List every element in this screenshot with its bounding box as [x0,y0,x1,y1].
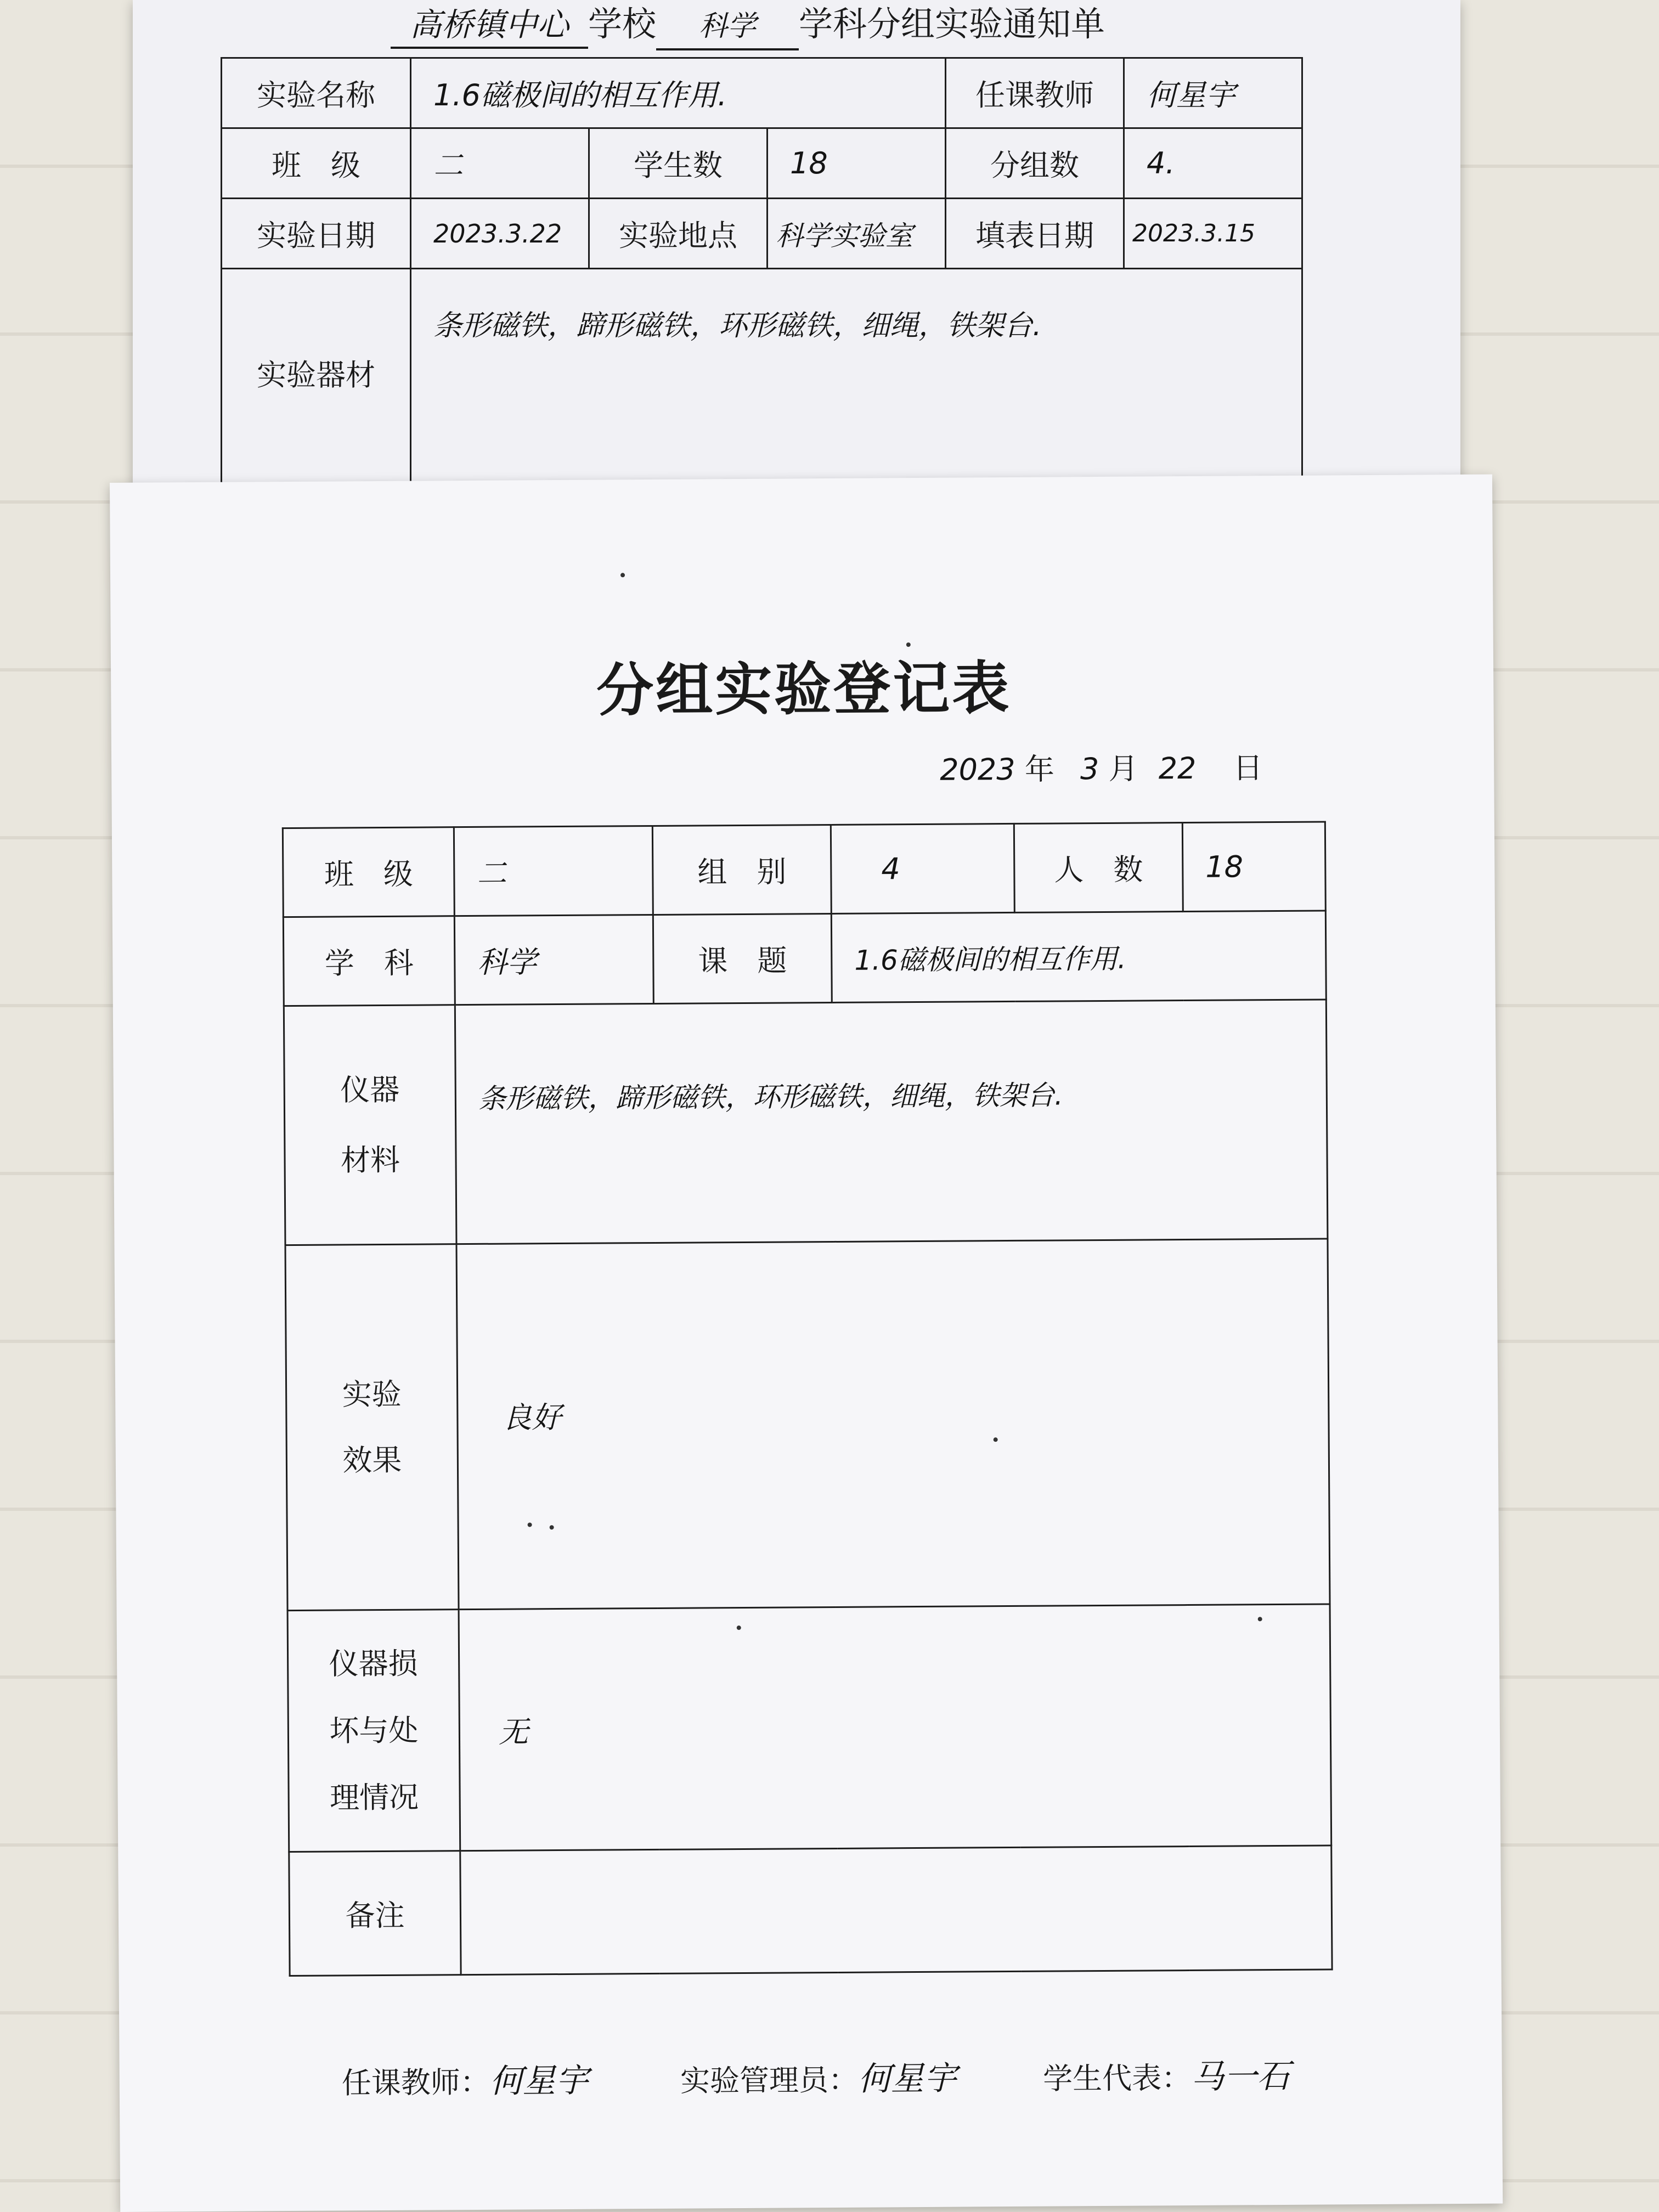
reg-effect-label [285,1244,459,1611]
speckle [620,573,625,577]
reg-remarks-label: 备注 [289,1851,461,1976]
reg-people-value: 18 [1182,822,1325,912]
reg-equipment-value: 条形磁铁，蹄形磁铁，环形磁铁，细绳，铁架台. [455,1000,1328,1244]
subject-handwritten: 科学 [656,4,799,50]
reg-subject-value: 科学 [454,915,653,1005]
speckle [528,1522,532,1527]
experiment-name-value: 1.6磁极间的相互作用. [411,58,946,128]
register-date [940,744,1263,789]
speckle [1258,1617,1262,1621]
reg-remarks-value [460,1846,1332,1975]
reg-equipment-label-line1: 仪器 [340,1072,400,1107]
teacher-value: 何星宇 [1124,58,1302,128]
students-value: 18 [768,128,946,199]
reg-damage-label-line3: 理情况 [329,1780,419,1815]
notice-sheet [133,0,1460,494]
reg-effect-label-line2: 效果 [342,1442,402,1477]
reg-damage-label-line1: 仪器损 [329,1646,418,1681]
date-label: 实验日期 [222,199,411,269]
sig-student-label: 学生代表： [1042,2061,1192,2096]
reg-damage-label-line2: 坏与处 [329,1713,419,1748]
date-value: 2023.3.22 [411,199,589,269]
experiment-name-label: 实验名称 [222,58,411,128]
date-month: 3 [1080,751,1099,787]
reg-topic-label: 课 题 [653,913,832,1003]
reg-damage-value: 无 [459,1604,1331,1851]
class-value: 二 [411,128,589,199]
equipment-label: 实验器材 [222,269,411,499]
reg-class-value: 二 [454,826,653,916]
school-name-handwritten: 高桥镇中心 [391,3,588,49]
register-sheet [110,475,1503,2212]
date-day-unit: 日 [1233,751,1263,786]
class-label: 班 级 [222,128,411,199]
groups-value: 4. [1124,128,1302,199]
reg-group-value: 4 [831,823,1014,913]
date-month-unit: 月 [1108,751,1138,786]
speckle [737,1626,741,1630]
sig-student-value: 马一石 [1190,2057,1290,2097]
place-label: 实验地点 [589,199,768,269]
register-table [282,821,1333,1977]
place-value: 科学实验室 [768,199,946,269]
sig-admin-label: 实验管理员： [680,2062,859,2098]
sig-teacher-label: 任课教师： [341,2064,490,2101]
speckle [906,642,911,647]
equipment-value: 条形磁铁，蹄形磁铁，环形磁铁，细绳，铁架台. [411,269,1302,499]
signature-line [342,2050,1290,2103]
reg-people-label: 人 数 [1014,823,1183,913]
register-title: 分组实验登记表 [596,653,1012,724]
reg-damage-label [287,1610,460,1852]
notice-table [221,57,1303,500]
notice-header [391,2,1105,50]
speckle [550,1525,554,1530]
reg-subject-label: 学 科 [283,916,455,1006]
date-year: 2023 [940,752,1015,787]
reg-equipment-label-line2: 材料 [340,1142,400,1177]
notice-title: 学科分组实验通知单 [799,4,1105,44]
reg-topic-value: 1.6磁极间的相互作用. [831,911,1326,1003]
date-year-unit: 年 [1024,752,1055,787]
groups-label: 分组数 [946,128,1124,199]
reg-class-label: 班 级 [283,827,454,917]
date-day: 22 [1158,751,1197,786]
fill-date-value: 2023.3.15 [1124,199,1302,269]
reg-effect-value: 良好 [456,1239,1330,1610]
school-label: 学校 [588,4,657,44]
students-label: 学生数 [589,128,768,199]
reg-effect-label-line1: 实验 [342,1376,402,1412]
teacher-label: 任课教师 [946,58,1124,128]
speckle [994,1437,998,1442]
sig-admin-value: 何星宇 [857,2059,957,2098]
reg-group-label: 组 别 [652,825,831,915]
reg-equipment-label [284,1005,456,1245]
fill-date-label: 填表日期 [946,199,1124,269]
sig-teacher-value: 何星宇 [489,2061,589,2101]
